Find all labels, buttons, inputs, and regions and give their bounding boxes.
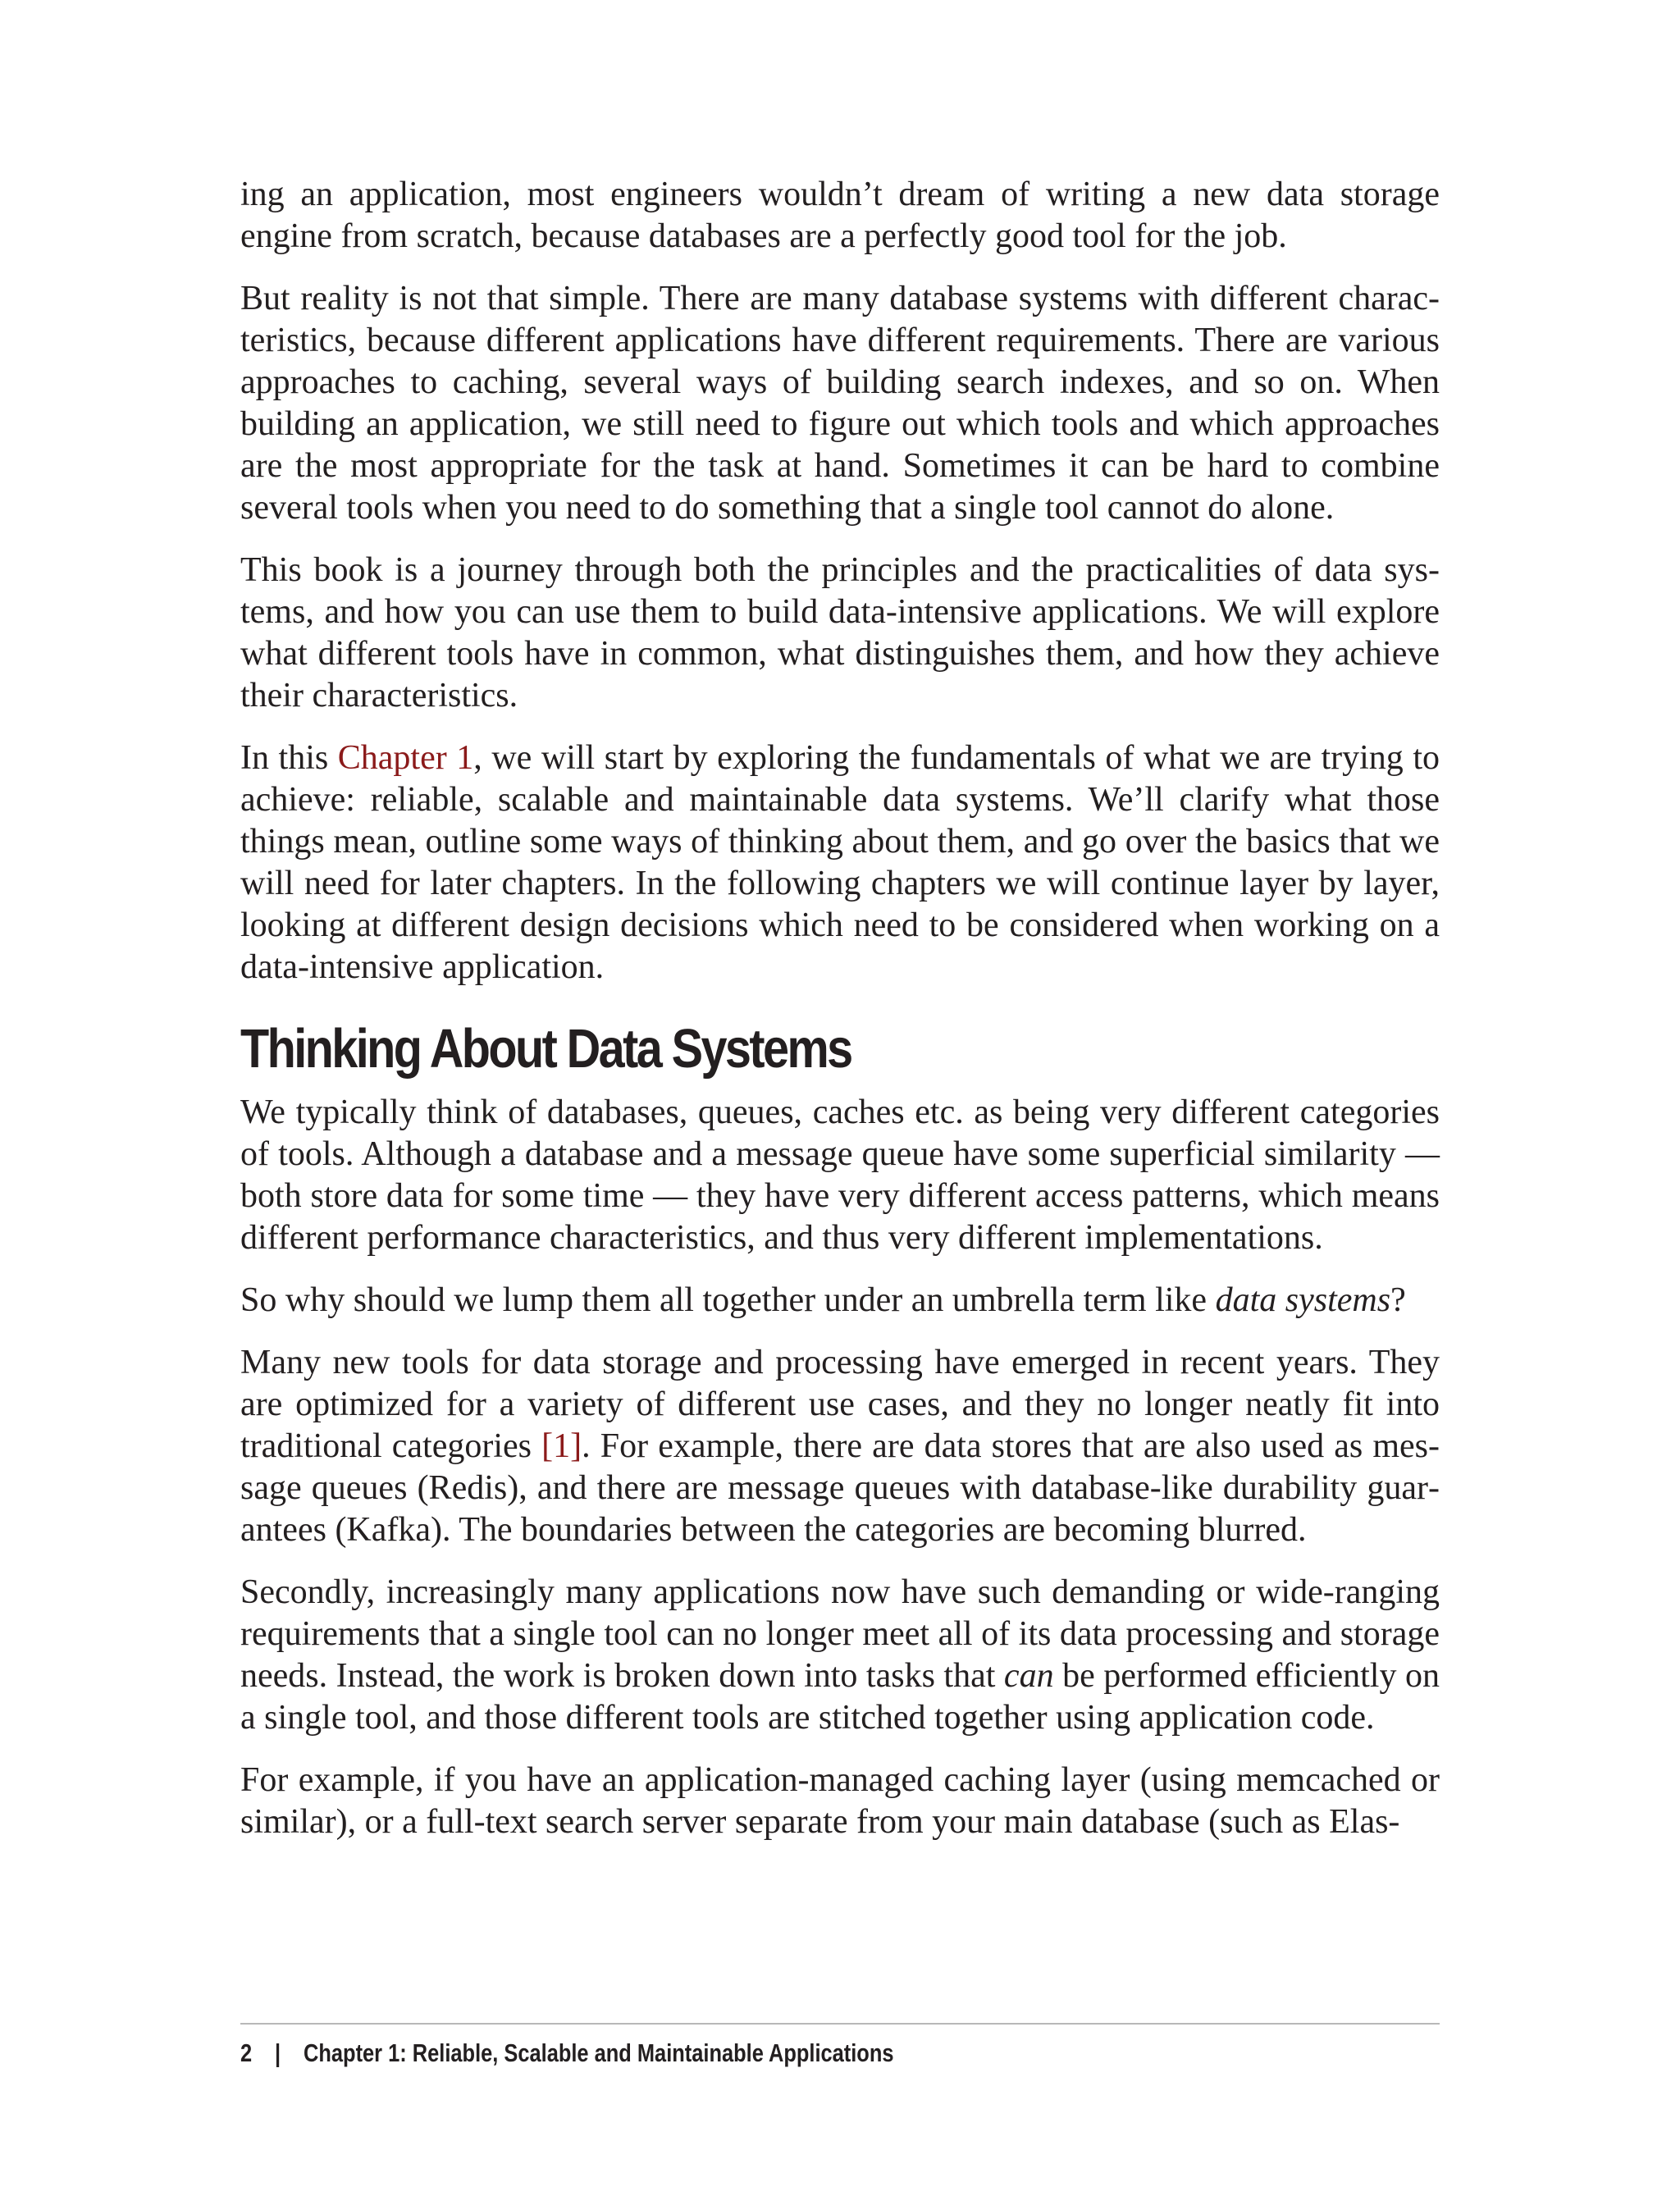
paragraph-new-tools bbox=[240, 1342, 1440, 1551]
paragraph-secondly bbox=[240, 1572, 1440, 1739]
text-segment: In this bbox=[240, 739, 338, 777]
emphasis-data-systems: data systems bbox=[1215, 1281, 1391, 1319]
section-heading: Thinking About Data Systems bbox=[240, 1018, 851, 1080]
paragraph-intro-continued: ing an application, most engineers wouldn’t dream of writing a new data storage engine from scratch, because databases are a perfectly good tool for the job. bbox=[240, 176, 1440, 255]
page-footer bbox=[240, 2033, 894, 2074]
text-segment: Secondly, increasingly many applications now have such demanding or wide-ranging requirements that a single tool can no longer meet all of its data processing and storage needs. Instead, the work is broken down into tasks that bbox=[240, 1573, 1440, 1695]
emphasis-can: can bbox=[1003, 1657, 1054, 1695]
footer-separator: | bbox=[275, 2038, 281, 2067]
page-number: 2 bbox=[240, 2038, 253, 2067]
text-segment: Many new tools for data storage and processing have emerged in recent years. They are optimized for a variety of different use cases, and they no longer neatly fit into traditional categories bbox=[240, 1344, 1440, 1465]
paragraph-reality: But reality is not that simple. There are many database systems with different characteristics, because different applications have different requirements. There are various approaches to caching, several ways of building search indexes, and so on. When building an application, we still need to figure out which tools and which approaches are the most appropriate for the task at hand. Sometimes it can be hard to combine several tools when you need to do something that a single tool cannot do alone. bbox=[240, 280, 1440, 527]
text-segment: . For example, there are data stores that are also used as message queues (Redis), and there are message queues with database-like durability guarantees (Kafka). The boundaries between the categories are becoming blurred. bbox=[240, 1427, 1440, 1549]
running-chapter-title: Chapter 1: Reliable, Scalable and Maintainable Applications bbox=[304, 2038, 894, 2067]
text-segment: ? bbox=[1390, 1281, 1406, 1319]
chapter-1-link[interactable]: Chapter 1 bbox=[337, 739, 474, 777]
paragraph-book-journey: This book is a journey through both the principles and the practicalities of data systems, and how you can use them to build data-intensive applications. We will explore what different tools have in common, what distinguishes them, and how they achieve their characteristics. bbox=[240, 551, 1440, 714]
page-body bbox=[240, 174, 1440, 1864]
paragraph-categories-of-tools: We typically think of databases, queues, caches etc. as being very different categories of tools. Although a database and a message queue have some superficial similarity — both store data for some time — they have very different access patterns, which means different performance characteristics, and thus very different implementations. bbox=[240, 1093, 1440, 1257]
paragraph-why-lump bbox=[240, 1280, 1440, 1322]
paragraph-chapter-overview bbox=[240, 737, 1440, 988]
footer-divider bbox=[240, 2023, 1440, 2025]
reference-1-link[interactable]: [1] bbox=[541, 1427, 582, 1465]
text-segment: So why should we lump them all together under an umbrella term like bbox=[240, 1281, 1216, 1319]
text-segment: , we will start by exploring the fundamentals of what we are trying to achieve: reliable, scalable and maintainable data systems. We’ll clarify what those things mean, outline some ways of thinking about them, and go over the basics that we will need for later chapters. In the following chapters we will continue layer by layer, looking at different design decisions which need to be considered when working on a data-intensive application. bbox=[240, 739, 1440, 986]
paragraph-for-example: For example, if you have an application-managed caching layer (using memcached or similar), or a full-text search server separate from your main database (such as Elas- bbox=[240, 1761, 1440, 1841]
text-segment: be performed efficiently on a single tool, and those different tools are stitched together using application code. bbox=[240, 1657, 1440, 1737]
